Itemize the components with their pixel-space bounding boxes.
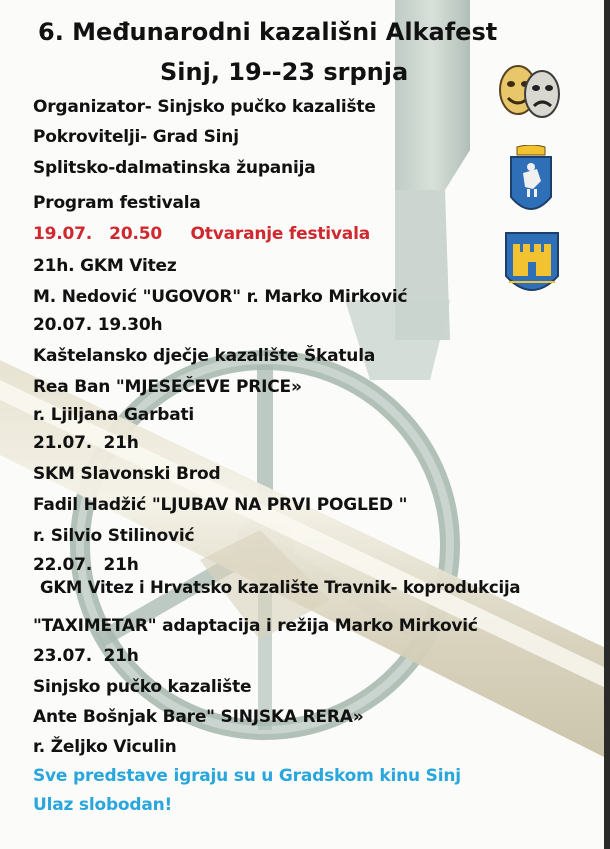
festival-dates: Sinj, 19--23 srpnja xyxy=(160,58,409,86)
program-line: 21h. GKM Vitez xyxy=(33,256,177,276)
program-line: 21.07. 21h xyxy=(33,433,139,453)
program-line: r. Željko Viculin xyxy=(33,737,177,757)
program-line: Rea Ban "MJESEČEVE PRICE» xyxy=(33,377,302,397)
program-line: 22.07. 21h xyxy=(33,555,139,575)
page-edge xyxy=(604,0,610,849)
program-line: 19.07. 20.50 Otvaranje festivala xyxy=(33,224,370,244)
program-line: 20.07. 19.30h xyxy=(33,315,163,335)
program-line: 23.07. 21h xyxy=(33,646,139,666)
program-line: SKM Slavonski Brod xyxy=(33,464,221,484)
coat-of-arms-sinj-icon xyxy=(503,230,561,302)
sponsors-line-2: Splitsko-dalmatinska županija xyxy=(33,158,316,178)
program-line: "TAXIMETAR" adaptacija i režija Marko Mirković xyxy=(33,616,478,636)
program-line: Kaštelansko dječje kazalište Škatula xyxy=(33,346,376,366)
coat-of-arms-county-icon xyxy=(507,145,555,220)
venue-note: Sve predstave igraju su u Gradskom kinu Sinj xyxy=(33,766,461,786)
program-line: Ante Bošnjak Bare" SINJSKA RERA» xyxy=(33,707,364,727)
organizer-line: Organizator- Sinjsko pučko kazalište xyxy=(33,97,376,117)
program-line: M. Nedović "UGOVOR" r. Marko Mirković xyxy=(33,287,408,307)
program-heading: Program festivala xyxy=(33,193,201,213)
theatre-masks-icon xyxy=(494,62,564,122)
admission-note: Ulaz slobodan! xyxy=(33,795,173,815)
festival-title: 6. Međunarodni kazališni Alkafest xyxy=(38,18,498,46)
program-line: Sinjsko pučko kazalište xyxy=(33,677,252,697)
program-line: GKM Vitez i Hrvatsko kazalište Travnik- koprodukcija xyxy=(40,578,521,597)
program-line: Fadil Hadžić "LJUBAV NA PRVI POGLED " xyxy=(33,495,408,515)
sponsors-line-1: Pokrovitelji- Grad Sinj xyxy=(33,127,239,147)
program-line: r. Silvio Stilinović xyxy=(33,526,195,546)
program-line: r. Ljiljana Garbati xyxy=(33,405,195,425)
